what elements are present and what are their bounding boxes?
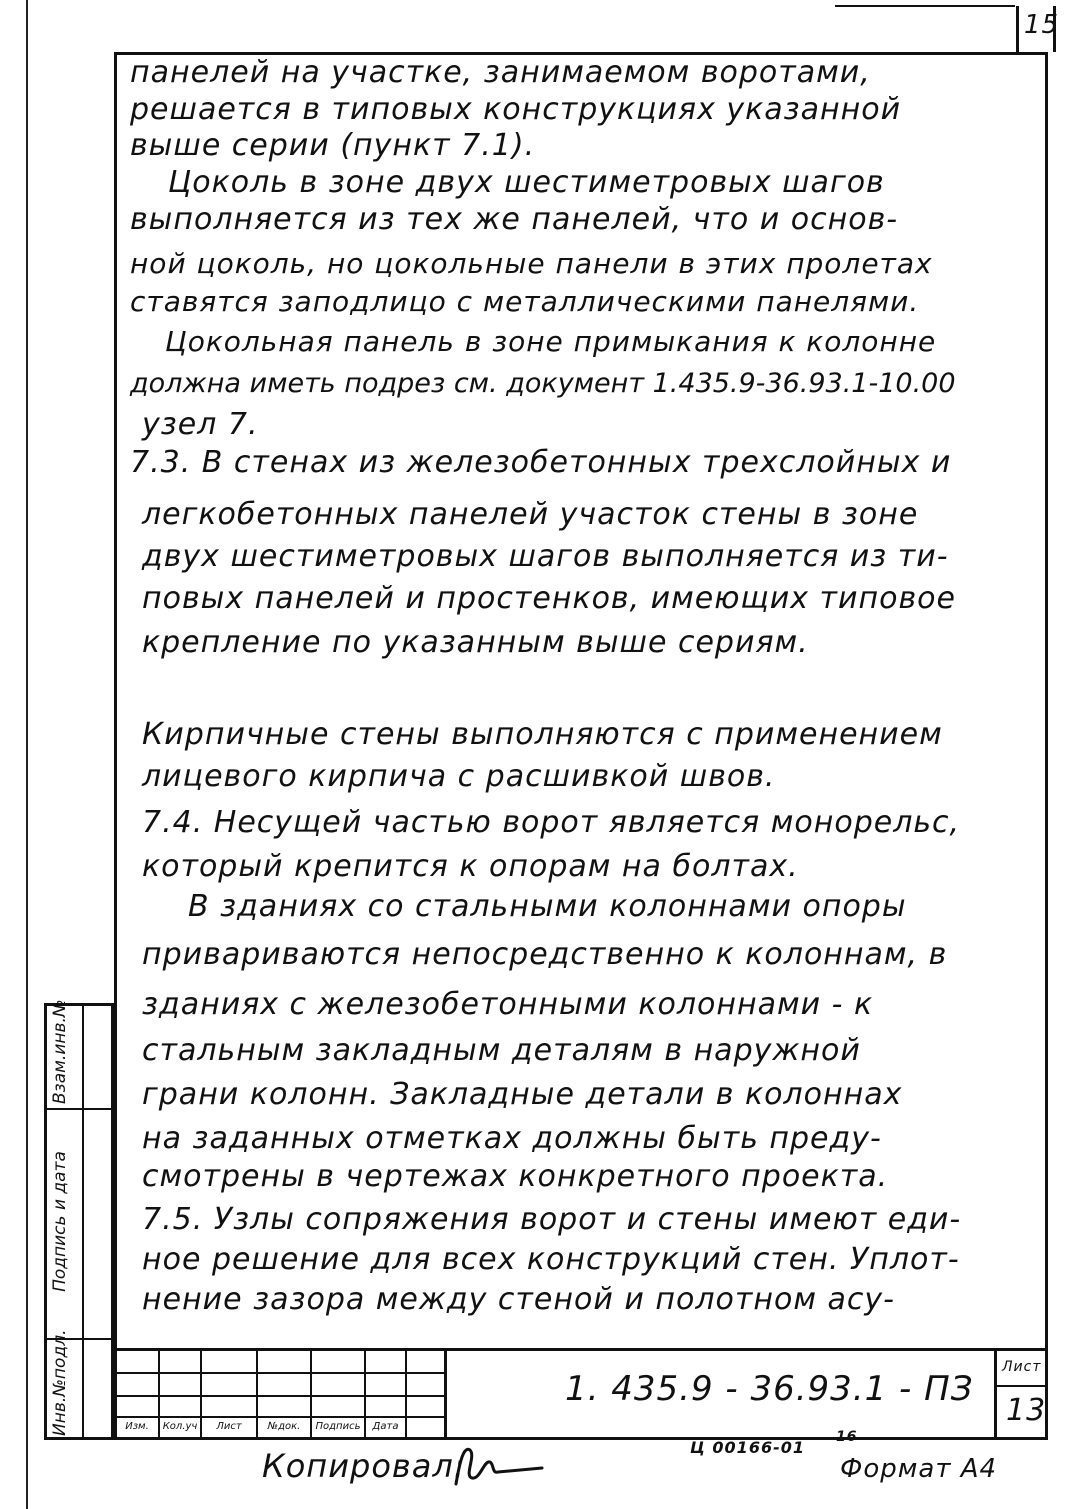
text-line: смотрены в чертежах конкретного проекта. [142,1159,889,1194]
footer-code-sub: 16 [836,1429,858,1445]
text-line: узел 7. [142,407,259,442]
col-header-data: Дата [372,1421,399,1432]
title-block-sheet-line [994,1385,1048,1387]
side-stamp-replace-inv: Взам.инв.№ [50,999,70,1104]
copied-label: Копировал: [262,1447,466,1485]
col-header-izm: Изм. [125,1421,149,1432]
text-line: выполняется из тех же панелей, что и основ- [130,202,899,237]
format-label: Формат А4 [840,1454,998,1484]
text-line: 7.3. В стенах из железобетонных трехслойных и [130,445,952,480]
text-line: крепление по указанным выше сериям. [142,625,809,660]
title-block-col-line [405,1348,407,1440]
document-designation: 1. 435.9 - 36.93.1 - ПЗ [565,1369,974,1409]
text-line: легкобетонных панелей участок стены в зоне [142,497,919,532]
text-line: Цоколь в зоне двух шестиметровых шагов [168,165,885,200]
copier-signature [450,1440,550,1490]
text-line: который крепится к опорам на болтах. [142,849,799,884]
sheet-number: 13 [1006,1393,1047,1428]
title-block-col-line [444,1348,447,1440]
sheet-label: Лист [1002,1359,1042,1375]
sheet-top-number: 15 [1024,10,1060,40]
text-line: Цокольная панель в зоне примыкания к колонне [165,325,937,358]
text-line: ставятся заподлицо с металлическими панелями. [130,285,920,318]
top-edge-line [835,5,1015,7]
text-line: на заданных отметках должны быть преду- [142,1121,882,1156]
left-edge-line [26,0,28,1509]
footer-code: Ц 00166-01 [690,1438,805,1457]
col-header-kol: Кол.уч [162,1421,198,1432]
title-block-row-line [114,1372,444,1374]
col-header-list: Лист [216,1421,242,1432]
text-line: выше серии (пункт 7.1). [130,128,536,163]
side-stamp-divider [82,1003,84,1440]
text-line: зданиях с железобетонными колоннами - к [142,987,874,1022]
text-line: панелей на участке, занимаемом воротами, [130,55,871,90]
text-line: должна иметь подрез см. документ 1.435.9-36.93.1-10.00 [130,368,956,399]
side-stamp-inv-no: Инв.№подл. [50,1329,70,1436]
title-block-top-line [114,1348,1048,1351]
text-line: Кирпичные стены выполняются с применением [142,717,943,752]
text-line: двух шестиметровых шагов выполняется из ти- [142,539,949,574]
text-line: лицевого кирпича с расшивкой швов. [142,759,776,794]
text-line: решается в типовых конструкциях указанной [130,92,902,127]
text-line: 7.4. Несущей частью ворот является монорельс, [142,805,961,840]
text-line: ной цоколь, но цокольные панели в этих пролетах [130,247,933,280]
text-line: 7.5. Узлы сопряжения ворот и стены имеют еди- [142,1202,962,1237]
title-block-col-line [994,1348,997,1440]
col-header-podp: Подпись [315,1421,361,1432]
text-line: повых панелей и простенков, имеющих типовое [142,581,956,616]
title-block-row-line [114,1395,444,1397]
text-line: нение зазора между стеной и полотном асу- [142,1282,895,1317]
text-line: стальным закладным деталям в наружной [142,1033,861,1068]
text-line: привариваются непосредственно к колоннам, в [142,937,948,972]
text-line: ное решение для всех конструкций стен. Уплот- [142,1242,960,1277]
text-line: грани колонн. Закладные детали в колоннах [142,1077,903,1112]
side-stamp-sign-date: Подпись и дата [50,1151,70,1292]
title-block-row-line [114,1416,444,1418]
text-line: В зданиях со стальными колоннами опоры [188,889,907,924]
col-header-ndok: №док. [267,1421,301,1432]
